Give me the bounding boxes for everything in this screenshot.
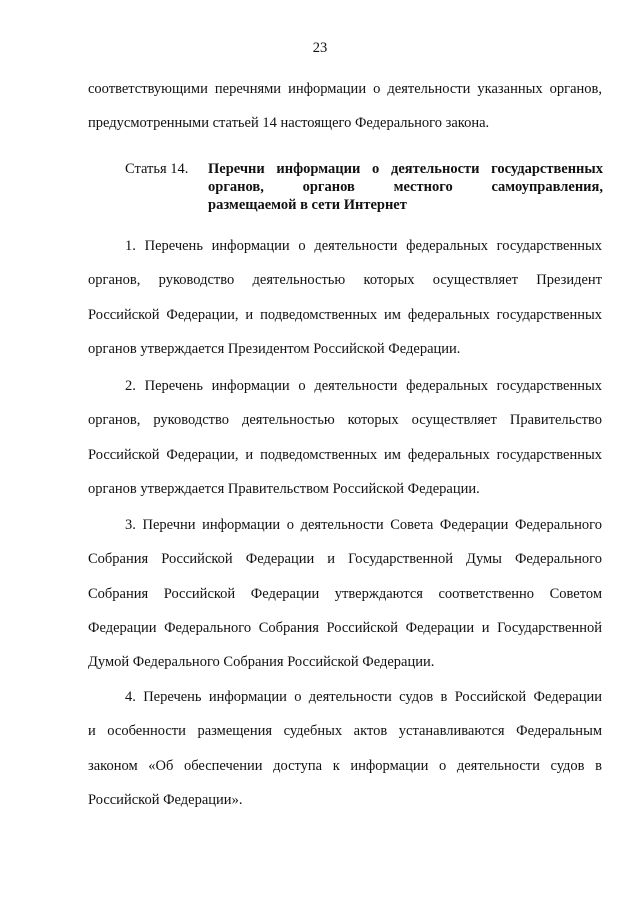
paragraph-line: 1. Перечень информации о деятельности федеральных государственных	[125, 238, 602, 254]
intro-paragraph	[88, 72, 602, 141]
paragraph-line: и особенности размещения судебных актов устанавливаются Федеральным	[88, 723, 602, 740]
paragraph-1	[88, 229, 602, 366]
paragraph-line: Российской Федерации».	[88, 791, 243, 808]
paragraph-line: Федерации Федерального Собрания Российской Федерации и Государственной	[88, 619, 602, 636]
article-label: Статья 14.	[125, 161, 189, 177]
intro-line: соответствующими перечнями информации о деятельности указанных органов,	[88, 81, 602, 97]
paragraph-line: законом «Об обеспечении доступа к информации о деятельности судов в	[88, 757, 602, 774]
article-title-line: Перечни информации о деятельности государственных	[208, 161, 603, 177]
paragraph-2	[88, 369, 602, 506]
article-title-line: органов, органов местного самоуправления,	[208, 179, 603, 195]
paragraph-line: органов утверждается Президентом Российской Федерации.	[88, 340, 461, 357]
paragraph-line: 2. Перечень информации о деятельности федеральных государственных	[125, 378, 602, 394]
paragraph-line: органов, руководство деятельностью которых осуществляет Президент	[88, 272, 602, 289]
paragraph-line: Собрания Российской Федерации утверждаются соответственно Советом	[88, 585, 602, 602]
paragraph-4	[88, 680, 602, 817]
page-number: 23	[312, 40, 328, 56]
paragraph-3	[88, 508, 602, 679]
paragraph-line: Собрания Российской Федерации и Государственной Думы Федерального	[88, 551, 602, 568]
article-title-line: размещаемой в сети Интернет	[208, 197, 407, 213]
article-title	[208, 160, 603, 214]
paragraph-line: Российской Федерации, и подведомственных им федеральных государственных	[88, 306, 602, 323]
paragraph-line: 4. Перечень информации о деятельности судов в Российской Федерации	[125, 689, 602, 705]
intro-line: предусмотренными статьей 14 настоящего Федерального закона.	[88, 115, 490, 132]
paragraph-line: органов утверждается Правительством Российской Федерации.	[88, 480, 480, 497]
paragraph-line: Думой Федерального Собрания Российской Федерации.	[88, 654, 435, 671]
paragraph-line: Российской Федерации, и подведомственных им федеральных государственных	[88, 446, 602, 463]
paragraph-line: 3. Перечни информации о деятельности Совета Федерации Федерального	[125, 517, 602, 533]
paragraph-line: органов, руководство деятельностью которых осуществляет Правительство	[88, 412, 602, 429]
